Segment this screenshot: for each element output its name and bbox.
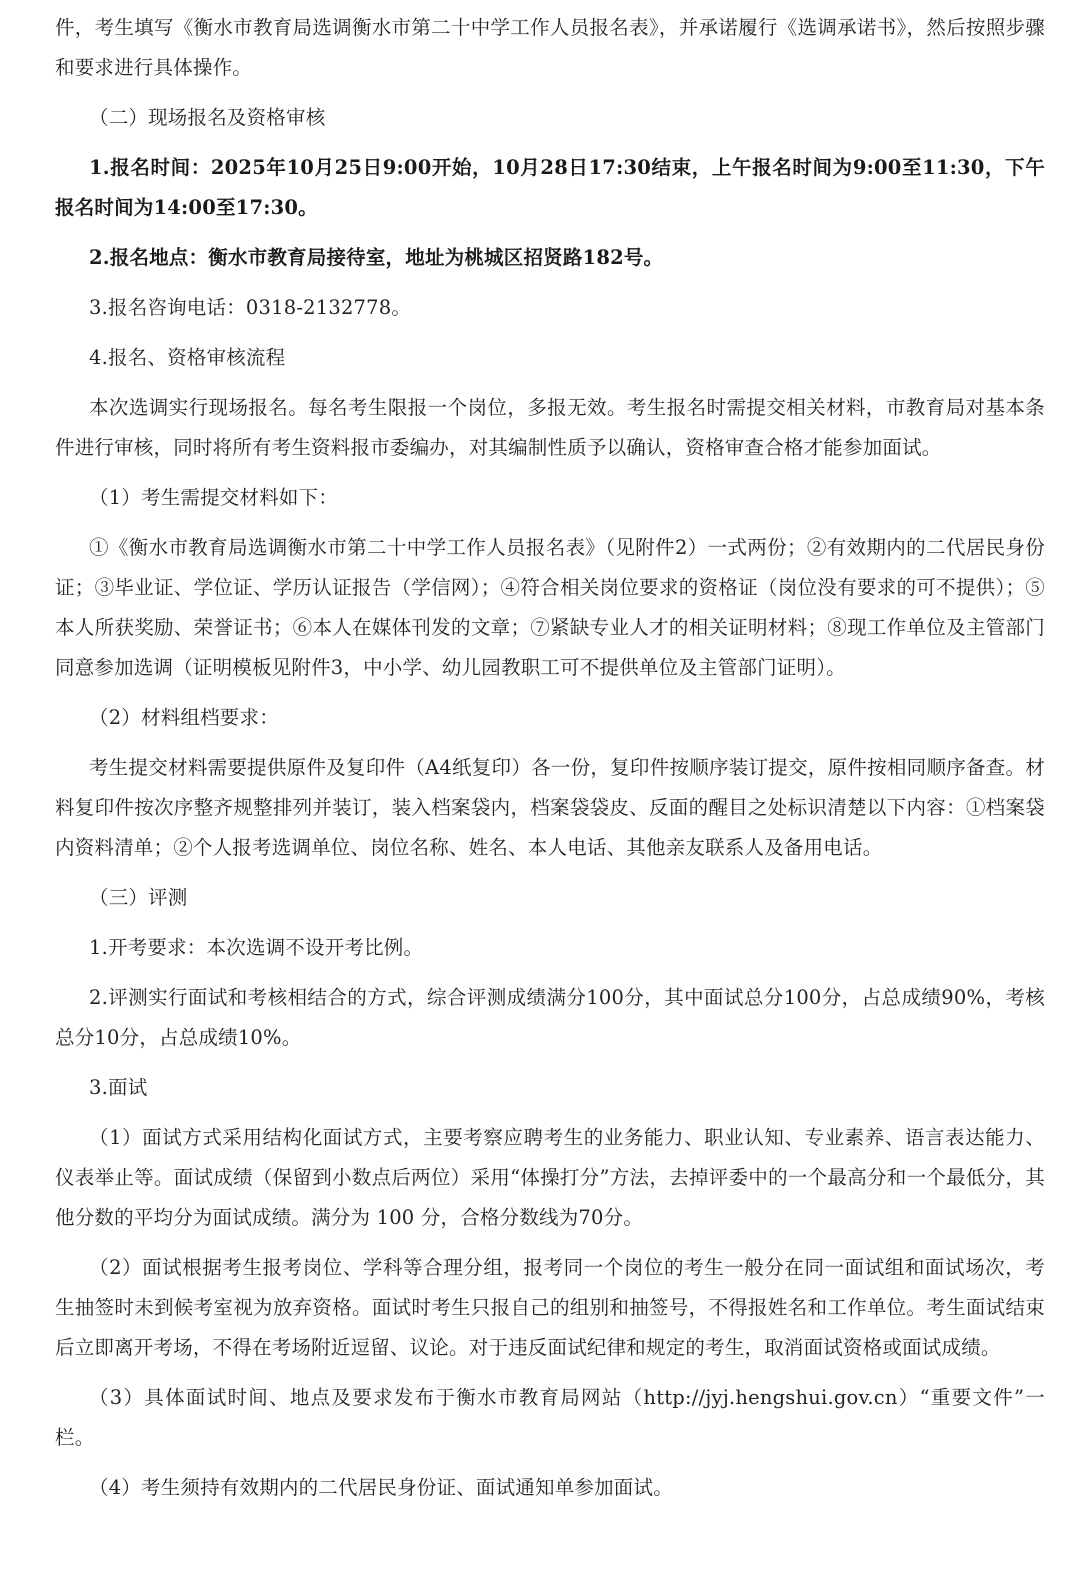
subheading-file-requirements: （2）材料组档要求： — [89, 706, 279, 729]
subheading-interview: 3.面试 — [89, 1076, 148, 1099]
paragraph-materials-list: ①《衡水市教育局选调衡水市第二十中学工作人员报名表》（见附件2）一式两份；②有效期内的二代居民身份证；③毕业证、学位证、学历认证报告（学信网）；④符合相关岗位要求的资格证（岗位没有要求的可不提供）；⑤本人所获奖励、荣誉证书；⑥本人在媒体刊发的文章；⑦紧缺专业人才的相关证明材料；⑧现工作单位及主管部门同意参加选调（证明模板见附件3，中小学、幼儿园教职工可不提供单位及主管部门证明）。 — [55, 536, 1045, 679]
paragraph-score-composition: 2.评测实行面试和考核相结合的方式，综合评测成绩满分100分，其中面试总分100分，占总成绩90%，考核总分10分，占总成绩10%。 — [55, 986, 1045, 1049]
paragraph-registration-procedure-end: 件，考生填写《衡水市教育局选调衡水市第二十中学工作人员报名表》，并承诺履行《选调承诺书》，然后按照步骤和要求进行具体操作。 — [55, 16, 1045, 79]
paragraph-interview-method: （1）面试方式采用结构化面试方式，主要考察应聘考生的业务能力、职业认知、专业素养、语言表达能力、仪表举止等。面试成绩（保留到小数点后两位）采用“体操打分”方法，去掉评委中的一个最高分和一个最低分，其他分数的平均分为面试成绩。满分为 100 分，合格分数线为70分。 — [55, 1126, 1045, 1229]
paragraph-interview-grouping: （2）面试根据考生报考岗位、学科等合理分组，报考同一个岗位的考生一般分在同一面试组和面试场次，考生抽签时未到候考室视为放弃资格。面试时考生只报自己的组别和抽签号，不得报姓名和工作单位。考生面试结束后立即离开考场，不得在考场附近逗留、议论。对于违反面试纪律和规定的考生，取消面试资格或面试成绩。 — [55, 1256, 1045, 1359]
paragraph-review-process: 本次选调实行现场报名。每名考生限报一个岗位，多报无效。考生报名时需提交相关材料，市教育局对基本条件进行审核，同时将所有考生资料报市委编办，对其编制性质予以确认，资格审查合格才能参加面试。 — [55, 396, 1045, 459]
subheading-review-process: 4.报名、资格审核流程 — [89, 346, 286, 369]
section-heading-onsite-registration: （二）现场报名及资格审核 — [89, 106, 326, 129]
paragraph-interview-announcement: （3）具体面试时间、地点及要求发布于衡水市教育局网站（http://jyj.hengshui.gov.cn）“重要文件”一栏。 — [55, 1386, 1045, 1449]
subheading-required-materials: （1）考生需提交材料如下： — [89, 486, 339, 509]
paragraph-exam-requirement: 1.开考要求：本次选调不设开考比例。 — [89, 936, 424, 959]
paragraph-interview-documents: （4）考生须持有效期内的二代居民身份证、面试通知单参加面试。 — [89, 1476, 673, 1499]
paragraph-file-requirements: 考生提交材料需要提供原件及复印件（A4纸复印）各一份，复印件按顺序装订提交，原件按相同顺序备查。材料复印件按次序整齐规整排列并装订，装入档案袋内，档案袋袋皮、反面的醒目之处标识清楚以下内容：①档案袋内资料清单；②个人报考选调单位、岗位名称、姓名、本人电话、其他亲友联系人及备用电话。 — [55, 756, 1045, 859]
paragraph-consult-phone: 3.报名咨询电话：0318-2132778。 — [89, 296, 412, 319]
paragraph-registration-time: 1.报名时间：2025年10月25日9:00开始，10月28日17:30结束，上午报名时间为9:00至11:30，下午报名时间为14:00至17:30。 — [55, 156, 1045, 219]
document-body — [55, 8, 1045, 1508]
section-heading-evaluation: （三）评测 — [89, 886, 188, 909]
paragraph-registration-location: 2.报名地点：衡水市教育局接待室，地址为桃城区招贤路182号。 — [89, 246, 664, 269]
